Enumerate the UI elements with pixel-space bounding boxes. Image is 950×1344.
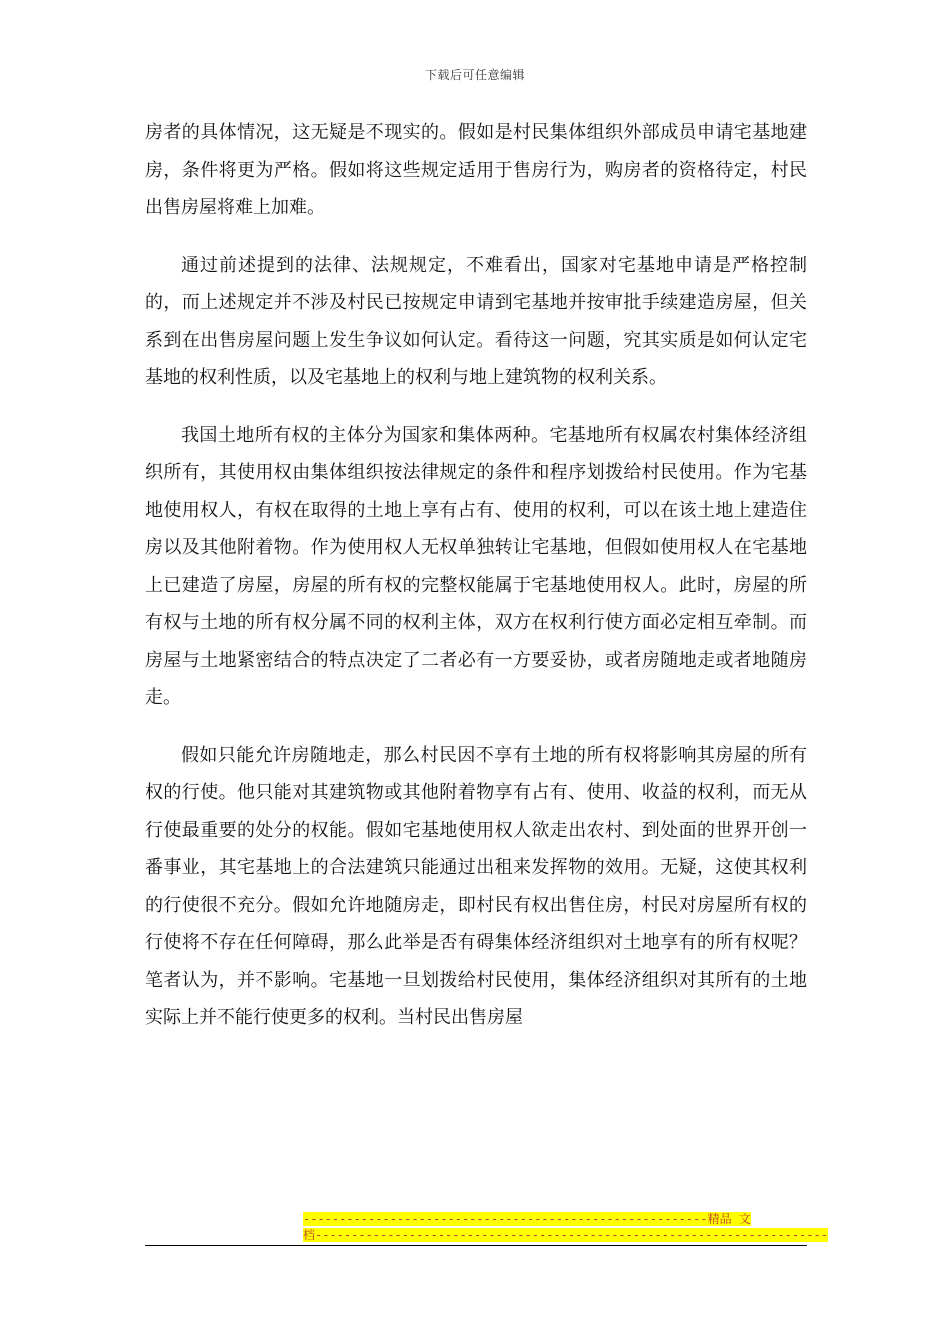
paragraph-2: 通过前述提到的法律、法规规定，不难看出，国家对宅基地申请是严格控制的，而上述规定并不涉及村民已按规定申请到宅基地并按审批手续建造房屋，但关系到在出售房屋问题上发生争议如何认定。看待这一问题，究其实质是如何认定宅基地的权利性质，以及宅基地上的权利与地上建筑物的权利关系。 — [145, 254, 807, 388]
footer-banner — [303, 1211, 828, 1243]
footer-banner-line-1: --------------------------------------------------------精品 文 — [303, 1212, 751, 1226]
footer-divider — [145, 1245, 807, 1246]
paragraph-1: 房者的具体情况，这无疑是不现实的。假如是村民集体组织外部成员申请宅基地建房，条件将更为严格。假如将这些规定适用于售房行为，购房者的资格待定，村民出售房屋将难上加难。 — [145, 122, 807, 218]
footer-banner-line-2: 档----------------------------------------------------------------------- — [303, 1228, 828, 1242]
paragraph-4: 假如只能允许房随地走，那么村民因不享有土地的所有权将影响其房屋的所有权的行使。他只能对其建筑物或其他附着物享有占有、使用、收益的权利，而无从行使最重要的处分的权能。假如宅基地使用权人欲走出农村、到处面的世界开创一番事业，其宅基地上的合法建筑只能通过出租来发挥物的效用。无疑，这使其权利的行使很不充分。假如允许地随房走，即村民有权出售住房，村民对房屋所有权的行使将不存在任何障碍，那么此举是否有碍集体经济组织对土地享有的所有权呢？笔者认为，并不影响。宅基地一旦划拨给村民使用，集体经济组织对其所有的土地实际上并不能行使更多的权利。当村民出售房屋 — [145, 744, 807, 1028]
page-header: 下载后可任意编辑 — [424, 68, 525, 82]
paragraph-3: 我国土地所有权的主体分为国家和集体两种。宅基地所有权属农村集体经济组织所有，其使用权由集体组织按法律规定的条件和程序划拨给村民使用。作为宅基地使用权人，有权在取得的土地上享有占有、使用的权利，可以在该土地上建造住房以及其他附着物。作为使用权人无权单独转让宅基地，但假如使用权人在宅基地上已建造了房屋，房屋的所有权的完整权能属于宅基地使用权人。此时，房屋的所有权与土地的所有权分属不同的权利主体，双方在权利行使方面必定相互牵制。而房屋与土地紧密结合的特点决定了二者必有一方要妥协，或者房随地走或者地随房走。 — [145, 424, 807, 708]
document-body — [145, 114, 807, 1057]
